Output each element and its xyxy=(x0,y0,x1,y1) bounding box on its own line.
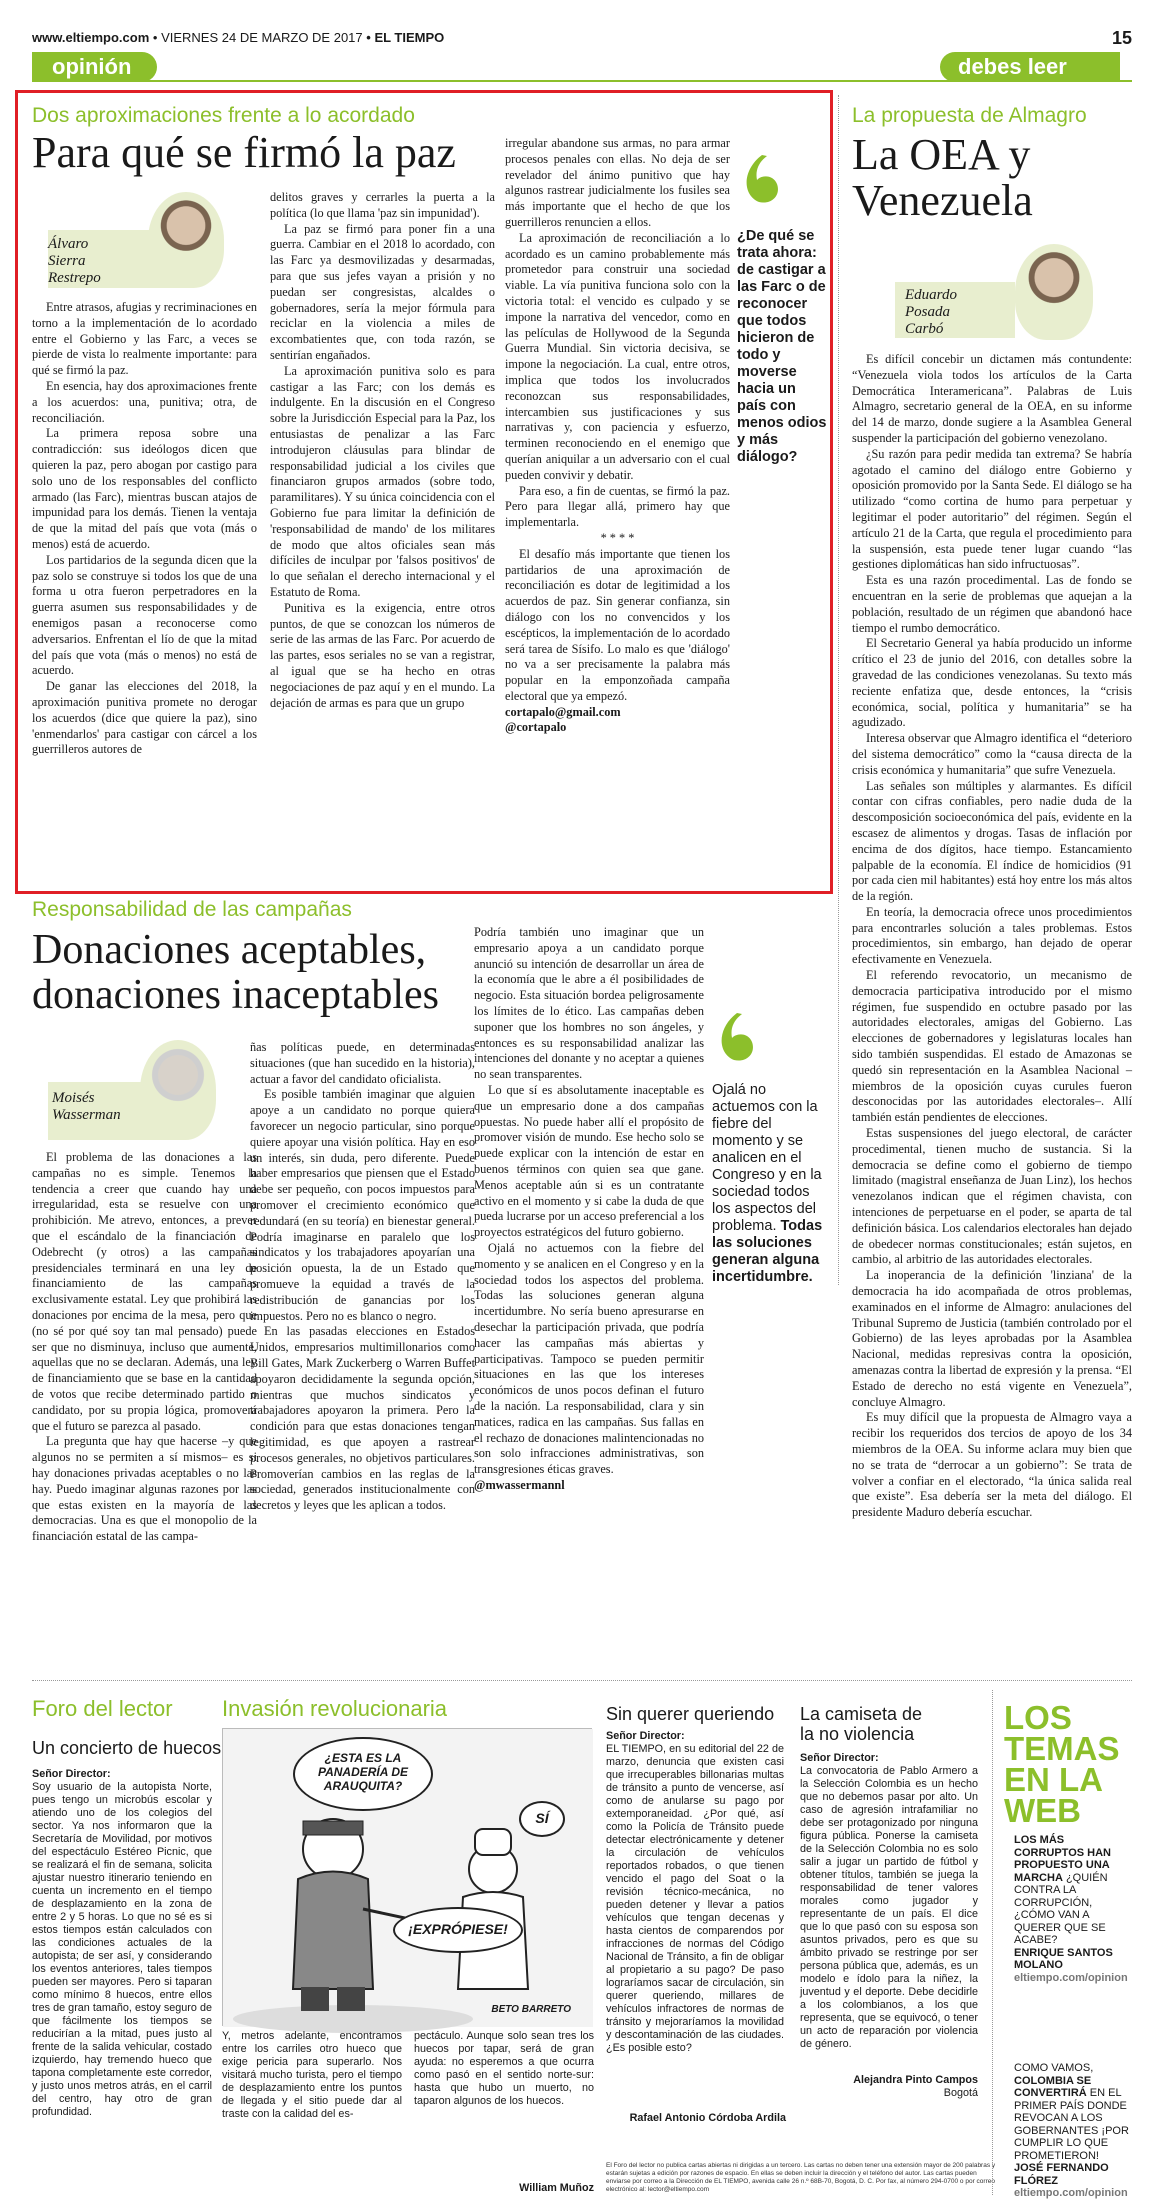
letter-text: EL TIEMPO, en su editorial del 22 de marzo, denuncia que existen casi que irrecuperables billonarias multas de tránsito a punto de vencerse, así como de anularse su pago por extemporaneidad. ¿Por qué, así como la Policía de Tránsito puede detectar electrónicamente y detener la circulación de vehículos reportados robados, o que tienen vencido el pago del Soat o la revisión técnico-mecánica, no pueden detener y llevar a patios vehículos que tengan decenas y hasta cientos de comparendos por infracciones de normas del Código Nacional de Tránsito, a fin de obligar al propietario a su pago? De paso lograríamos sacar de circulación, sin querer queriendo, millares de vehículos infractores de normas de tránsito y mejoraríamos la movilidad y descontaminación de las ciudades. ¿Es posible esto? xyxy=(606,1743,784,2054)
paragraph: La aproximación de reconciliación a lo acordado es un camino probablemente más prometedor para construir una sociedad viable. La vía punitiva funciona solo con la victoria total: el vencido es culpado y se impone la narrativa del vencedor, como en las películas de Hollywood de la Segunda Guerra Mundial. Sin victoria decisiva, se impone la negociación. La cual, entre otros, implica que todos los involucrados reconozcan sus responsabilidades, intercambien sus justificaciones y sus narrativas y, con paciencia y esfuerzo, terminen reconociendo en el enemigo que querían aniquilar a un adversario con el cual pueden convivir y debatir. xyxy=(505,230,730,482)
letter-title xyxy=(800,1704,980,1744)
paragraph: Podría también uno imaginar que un empresario apoya a un candidato porque anunció su intención de desarrollar un área de la economía que le abre a él posibilidades de negocio. Esta situación bordea peligrosamente los límites de lo ético. Las campañas deben suponer que los hombres no son ángeles, y entonces es su responsabilidad analizar las intenciones del donante y no aceptar a quienes no sean transparentes. xyxy=(474,925,704,1082)
paragraph: La pregunta que hay que hacerse –y que algunos no se permiten a sí mismos– es si hay donaciones privadas aceptables o no las hay. Puedo imaginar algunas razones por las que estas existen en la mayoría de las democracias. Una es que el monopolio de la financiación estatal de las campa- xyxy=(32,1434,257,1544)
paper-name: EL TIEMPO xyxy=(374,30,445,45)
speech-bubble: SÍ xyxy=(519,1801,565,1837)
temas-item-text: COMO VAMOS, xyxy=(1014,2062,1094,2074)
title-line: Donaciones aceptables, xyxy=(32,927,427,973)
paragraph: Lo que sí es absolutamente inaceptable es que un empresario done a dos campañas opuestas. No puede haber allí el propósito de promover visión de mundo. Ese hecho solo se puede explicar con la intención de estar en buenos términos con quien sea que gane. Menos aceptable aún si es un contratante activo en el momento y si cabe la duda de que pueda lucrarse por un acceso preferencial a los proyectos estratégicos del futuro gobierno. xyxy=(474,1082,704,1240)
paragraph: Las señales son múltiples y alarmantes. Es difícil contar con cifras confiables, pero nadie duda de la descomposición socioeconómica del país, evidente en la escasez de alimentos y drogas. Tasas de inflación por encima de dos dígitos, hace tiempo. Estancamiento palpable de la economía. El índice de homicidios (91 por cada cien mil habitantes) está hoy entre los más altos de la región. xyxy=(852,778,1133,904)
paragraph: delitos graves y cerrarles la puerta a la política (lo que llama 'paz sin impunidad'). xyxy=(270,190,495,220)
temas-item-link[interactable]: eltiempo.com/opinion xyxy=(1014,1971,1128,1984)
paragraph: Esta es una razón procedimental. Las de fondo se encuentran en la serie de problemas que aquejan a la población, resultado de un régimen que abandonó hace tiempo el rumbo democrático. xyxy=(852,573,1132,635)
temas-item-headline: LOS MÁS CORRUPTOS HAN PROPUESTO UNA MARCHA xyxy=(1014,1834,1111,1884)
temas-item-link[interactable]: eltiempo.com/opinion xyxy=(1014,2187,1128,2199)
author-photo xyxy=(1015,244,1093,340)
paragraph: En esencia, hay dos aproximaciones frente a los acuerdos: una, punitiva; otra, de reconciliación. xyxy=(32,378,257,425)
column-divider xyxy=(838,95,839,1285)
paragraph: La aproximación punitiva solo es para castigar a las Farc; con los demás es indulgente. En la discusión en el Congreso sobre la Jurisdicción Especial para la Paz, los entusiastas de penalizar a las Farc introdujeron cláusulas para blindar de responsabilidad judicial a los civiles que financiaron grupos armados (sobre todo, paramilitares). Y su única coincidencia con el Gobierno fue para limitar la definición de 'responsabilidad de mando' de los militares de modo que altos oficiales sean más difíciles de inculpar por 'falsos positivos' de lo que señalan el derecho internacional y el Estatuto de Roma. xyxy=(270,363,495,599)
column-divider xyxy=(992,1690,993,2195)
title-line: donaciones inaceptables xyxy=(32,972,439,1018)
article-column-2 xyxy=(270,190,495,890)
header-meta: www.eltiempo.com • VIERNES 24 DE MARZO DE 2017 • EL TIEMPO xyxy=(32,30,445,45)
letter-title: Un concierto de huecos xyxy=(32,1738,222,1758)
pull-quote-emphasis: Todas las soluciones generan alguna incertidumbre. xyxy=(712,1218,823,1285)
letter-salute: Señor Director: xyxy=(32,1768,111,1780)
letter-text: Soy usuario de la autopista Norte, pues tengo un microbús escolar y atiendo uno de los colegios del sector. Ya nos informaron que la Secretaría de Movilidad, por motivos del espectáculo Estéreo Picnic, que se realizará el fin de semana, solicita ajustar nuestro itinerario teniendo en cuenta un incremento en el tiempo de desplazamiento en la zona de entre 2 y 5 horas. Lo que no sé es si estos tiempos están calculados con las condiciones actuales de la autopista; de ser así, y considerando los eventos anteriores, tales tiempos pueden ser mayores. Pero si taparan como mínimo 8 huecos, entre ellos tres de gran tamaño, estoy seguro de que fácilmente los tiempos se reducirían a la mitad, pues justo al frente de la salida vehicular, costado izquierdo, hay tremendo hueco que tapona completamente este corredor, y justo unos metros atrás, en el carril del centro, hay otro de gran profundidad. xyxy=(32,1781,212,2118)
paragraph: La inoperancia de la definición 'linziana' de la democracia ha ido acompañada de otros problemas, examinados en el informe de Almagro: anulaciones del Tribunal Supremo de Justicia (también controlado por el Gobierno) de las leyes aprobadas por la Asamblea Nacional, medidas represivas contra la oposición, amenazas contra la libertad de expresión y la prensa. “El Estado de derecho no está vigente en Venezuela”, concluye Almagro. xyxy=(852,1268,1132,1409)
editorial-note: El Foro del lector no publica cartas abiertas ni dirigidas a un tercero. Las cartas no deben tener una extensión mayor de 200 palabras y estarán sujetas a edición por razones de espacio. En ellas se deben incluir la dirección y el teléfono del autor. Las cartas pueden enviarse por correo a la Dirección de EL TIEMPO, avenida calle 26 n.º 68B-70, Bogotá, D. C. Por fax, al número 294-0700 o por correo electrónico al: lector@eltiempo.com xyxy=(606,2162,996,2193)
speech-bubble: ¿ESTA ES LA PANADERÍA DE ARAUQUITA? xyxy=(293,1737,433,1811)
temas-item-text: EN EL PRIMER PAÍS DONDE REVOCAN A LOS GOBERNANTES ¡POR CUMPLIR LO QUE PROMETIERON! xyxy=(1014,2087,1129,2162)
paragraph: Entre atrasos, afugias y recriminaciones en torno a la implementación de lo acordado entre el Gobierno y las Farc, a veces se pierde de vista lo realmente importante: para qué se firmó la paz. xyxy=(32,300,258,378)
temas-item-author: JOSÉ FERNANDO FLÓREZ xyxy=(1014,2162,1109,2187)
paragraph: Para eso, a fin de cuentas, se firmó la paz. Pero para llegar allá, primero hay que implementarla. xyxy=(505,483,730,530)
temas-item-headline: COLOMBIA SE CONVERTIRÁ xyxy=(1014,2074,1092,2099)
title-line: TEMAS xyxy=(1004,1730,1120,1767)
paragraph: De ganar las elecciones del 2018, la aproximación punitiva promete no derogar los acuerdos (dice que quiere la paz), sino 'enmendarlos' para castigar con cárcel a los guerrilleros autores de xyxy=(32,679,257,757)
author-name: Moisés Wasserman xyxy=(52,1090,121,1123)
title-line: La camiseta de xyxy=(800,1704,923,1724)
letter-text: La convocatoria de Pablo Armero a la Selección Colombia es un hecho que no debemos pasar por alto. Un caso de agresión intrafamiliar no debe ser protagonizado por ninguna figura pública. Ponerse la camiseta de la Selección Colombia no es solo salir a jugar un partido de fútbol y obtener títulos, también se juega la responsabilidad de tener valores morales como jugador y representante de un país. El dice que lo que pasó con su esposa son asuntos privados, pero es que su ámbito privado se restringe por ser persona pública que, además, es un modelo e ídolo para la niñez, la juventud y el deporte. Debe decidirle a los colombianos, a los que representa, que se equivocó, o tener un acto de reparación por violencia de género. xyxy=(800,1765,978,2050)
author-photo xyxy=(140,1040,216,1140)
letter-body xyxy=(32,1768,212,2168)
section-label-right: debes leer xyxy=(958,54,1067,79)
letter-continuation: Y, metros adelante, encontramos entre los carriles otro hueco que exige pericia para superarlo. Nos visitará mucho turista, pero el tiempo de desplazamiento entre los puntos de llegada y el sitio puede dar al traste con la calidad del es- xyxy=(222,2030,402,2120)
article-column xyxy=(852,352,1133,1520)
title-line: la no violencia xyxy=(800,1724,915,1744)
signature-name: Alejandra Pinto Campos xyxy=(853,2074,978,2086)
title-line: LOS xyxy=(1004,1699,1072,1736)
temas-item-text: ¿QUIÉN CONTRA LA CORRUPCIÓN, ¿CÓMO VAN A QUERER QUE SE ACABE? xyxy=(1014,1871,1108,1946)
temas-item-author: ENRIQUE SANTOS MOLANO xyxy=(1014,1946,1113,1971)
cartoonist-signature: BETO BARRETO xyxy=(491,2004,571,2015)
letter-salute: Señor Director: xyxy=(606,1730,685,1742)
issue-date: VIERNES 24 DE MARZO DE 2017 xyxy=(161,30,363,45)
article-column-1 xyxy=(32,1150,257,1640)
letter-body xyxy=(606,1730,784,2170)
paragraph: El problema de las donaciones a las campañas no es simple. Tenemos la tendencia a creer que cuando hay una irregularidad, esta se resuelve con una prohibición. Me atrevo, entonces, a prever que el escándalo de la financiación de Odebrecht (y otros) a las campañas presidenciales terminará en una ley de financiamiento de las campañas exclusivamente estatal. Ley que prohibirá las donaciones por encima de la mesa, pero que (no sé por qué soy tan mal pensado) puede ser que no disminuya, incluso que aumente, aquellas que no se declaran. Además, una ley de financiamiento que se base en la cantidad de votos que recibe determinado partido o candidato, por su propia lógica, promoverá que el futuro se parezca al pasado. xyxy=(32,1150,257,1433)
section-kicker: Foro del lector xyxy=(32,1696,173,1721)
paragraph: El desafío más importante que tienen los partidarios de una aproximación de reconciliación es dotar de legitimidad a los acuerdos de paz. Sin generar confianza, sin diálogo con los no convencidos y los escépticos, la implementación de lo acordado será tarea de Sísifo. Lo malo es que 'diálogo' no va a ser precisamente la palabra más popular en la emponzoñada campaña electoral que ya empezó. xyxy=(505,546,730,703)
article-kicker: La propuesta de Almagro xyxy=(852,104,1087,127)
paragraph: Punitiva es la exigencia, entre otros puntos, de que se conozcan los números de serie de las armas de las Farc. Por acuerdo de las partes, esos seriales no se van a registrar, al igual que se ha hecho en otras negociaciones de paz aquí y en el mundo. La dejación de armas es para que un grupo xyxy=(270,600,495,710)
temas-title xyxy=(1004,1699,1134,1829)
paragraph: El referendo revocatorio, un mecanismo de democracia participativa introducido por el mismo régimen, fue suspendido en octubre pasado por las autoridades electorales, amigas del Gobierno. Las elecciones de gobernadores y legislaturas locales han sido también suspendidas. El estado de Amazonas se quedó sin representación en la Asamblea Nacional –miembros de la oposición cuyas curules fueron desconocidas por las autoridades electorales–. Allí también están pendientes de elecciones. xyxy=(852,968,1132,1125)
paragraph: La primera reposa sobre una contradicción: sus ideólogos dicen que quieren la paz, pero abogan por castigo para solo uno de los responsables del conflicto armado (las Farc), mientras buscan atajos de impunidad para los demás. Tienen la ventaja de que la mitad del país que vota (más o menos) está de acuerdo. xyxy=(32,426,257,551)
title-line: WEB xyxy=(1004,1792,1081,1829)
section-tab-opinion xyxy=(32,52,157,82)
paragraph: Ojalá no actuemos con la fiebre del momento y se analicen en el Congreso y en la sociedad todos los aspectos del problema. Todas las soluciones generan alguna incertidumbre. No sería bueno apresurarse en desechar la participación privada, que podría hacer las campañas más abiertas y participativas. Tampoco se pueden permitir situaciones en las que los intereses económicos de unos pocos definan el futuro de la nación. La responsabilidad, clara y sin matices, radica en las campañas. Sus fallas en el rechazo de donaciones malintencionadas no son solo infracciones administrativas, son transgresiones éticas graves. xyxy=(474,1240,704,1477)
cartoon-kicker: Invasión revolucionaria xyxy=(222,1696,448,1721)
article-title: Para qué se firmó la paz xyxy=(32,128,456,177)
letter-body xyxy=(800,1752,978,2112)
paragraph: Los partidarios de la segunda dicen que la paz solo se construye si todos los que de una forma u otra fueron perpetradores en la guerra asumen sus responsabilidades y de enemigos pasan a reconocerse como adversarios. Enfrentan el lío de que la mitad del país que vota (más o menos) no está de acuerdo. xyxy=(32,552,257,678)
letter-continuation: pectáculo. Aunque solo sean tres los huecos por tapar, será de gran ayuda: no esperemos a que ocurra como pasó en el sentido norte-sur: hasta que hubo un muerto, no taparon algunos de los huecos. xyxy=(414,2030,594,2107)
pull-quote-text: Ojalá no actuemos con la fiebre del momento y se analicen en el Congreso y en la sociedad todos los aspectos del problema. xyxy=(712,1082,822,1234)
page-header xyxy=(32,30,1132,50)
cartoon-illustration xyxy=(222,1728,592,2026)
author-name: Álvaro Sierra Restrepo xyxy=(48,236,101,286)
bottom-divider xyxy=(32,1680,1132,1681)
author-photo xyxy=(148,192,224,288)
pull-quote xyxy=(737,228,827,508)
page-number: 15 xyxy=(1111,28,1132,48)
separator: * * * * xyxy=(600,530,635,545)
letter-title: Sin querer queriendo xyxy=(606,1704,775,1724)
article-column-3 xyxy=(474,925,704,1640)
letter-signature: Rafael Antonio Córdoba Ardila xyxy=(629,2112,786,2124)
quote-icon xyxy=(712,1008,762,1068)
paragraph: irregular abandone sus armas, no para armar procesos penales con ellas. No deja de ser revelador del ánimo punitivo que hay algunos rastrear judicialmente los fusiles sea más importante que el hecho de que los guerrilleros renuncien a ellos. xyxy=(505,136,730,229)
paragraph: Es difícil concebir un dictamen más contundente: “Venezuela viola todos los artículos de la Carta Democrática Interamericana”. Palabras de Luis Almagro, secretario general de la OEA, en su informe del 14 de marzo, donde sugiere a la Asamblea General suspender la participación del gobierno venezolano. xyxy=(852,352,1132,445)
paragraph: ¿Su razón para pedir medida tan extrema? Se habría agotado el camino del diálogo entre Gobierno y oposición promovido por la Santa Sede. El diálogo se ha utilizado “como cortina de humo para perpetuar y legitimar el poder autoritario” del régimen. Según el artículo 21 de la Carta, que regula el procedimiento para la suspensión, esta puede tener lugar cuando “las gestiones diplomáticas han sido infructuosas”. xyxy=(852,446,1132,572)
article-title: La OEA y Venezuela xyxy=(852,130,1033,225)
author-name: Eduardo Posada Carbó xyxy=(905,287,957,337)
article-kicker: Dos aproximaciones frente a lo acordado xyxy=(32,104,415,127)
letter-signature xyxy=(800,2074,978,2100)
author-handle[interactable]: @mwassermannl xyxy=(474,1477,565,1492)
pull-quote xyxy=(712,1082,827,1362)
article-column-3 xyxy=(505,136,730,891)
pull-quote-text: ¿De qué se trata ahora: de castigar a las Farc o de reconocer que todos hicieron de todo y moverse hacia un país con menos odios y más diálogo? xyxy=(737,228,827,465)
quote-icon xyxy=(737,150,787,210)
letter-signature: William Muñoz xyxy=(519,2182,594,2194)
paragraph: Es muy difícil que la propuesta de Almagro vaya a recibir los requeridos dos tercios de apoyo de los 34 miembros de la OEA. Su informe aclara muy bien que no se trata de “derrocar a un gobierno”: Se trata de volver a confiar en el electorado, “la única salida real que existe”. Esa debería ser la meta del diálogo. El presidente Maduro debería escuchar. xyxy=(852,1410,1132,1520)
paragraph: En las pasadas elecciones en Estados Unidos, empresarios multimillonarios como Bill Gates, Mark Zuckerberg o Warren Buffet apoyaron decididamente la segunda opción, mientras que muchos sindicatos y trabajadores apoyaron la primera. Pero la condición para que estas donaciones tengan legitimidad, es que apoyen a rastrear procesos generales, no objetivos particulares. Promoverían cambios en las reglas de la sociedad, generados institucionalmente con decretos y leyes que les aplican a todos. xyxy=(250,1324,475,1513)
paragraph: El Secretario General ya había producido un informe crítico el 23 de junio del 2016, con detalles sobre la gravedad de las condiciones venezolanas. Su texto más reciente enfatiza que, desde entonces, la “crisis económica, social, política y humanitaria” se ha agudizado. xyxy=(852,636,1132,730)
article-column-1 xyxy=(32,300,257,890)
letter-salute: Señor Director: xyxy=(800,1752,879,1764)
title-line: EN LA xyxy=(1004,1761,1103,1798)
paragraph: Estas suspensiones del juego electoral, de carácter procedimental, tienen mucho de sustancia. Si la democracia se define como el gobierno de tiempo limitado (magistral enseñanza de Juan Linz), los hechos venezolanos indican que el régimen chavista, con intenciones de perpetuarse en el poder, se aparta de tal definición básica. Los calendarios electorales han dejado de obedecer normas constitucionales; están sujetos, en cambio, al arbitrio de las autoridades electorales. xyxy=(852,1126,1132,1267)
paragraph: Es posible también imaginar que alguien apoye a un candidato no porque quiera favorecer un negocio particular, sino porque quiere apoyar una visión política. Hay en eso un interés, sin duda, pero diferente. Puede haber empresarios que piensen que el Estado debe ser pequeño, con pocos impuestos para promover el crecimiento económico que redundará (en su teoría) en bienestar general. Podría imaginarse en paralelo que los sindicatos y los trabajadores apoyarían una posición opuesta, la de un Estado que promueve la equidad a través de la redistribución de ganancias por los impuestos. Pero no es blanco o negro. xyxy=(250,1087,475,1323)
temas-item-1[interactable] xyxy=(1014,1834,1132,1984)
signature-city: Bogotá xyxy=(943,2087,978,2099)
speech-bubble: ¡EXPRÓPIESE! xyxy=(393,1907,523,1953)
author-handle[interactable]: @cortapalo xyxy=(505,720,567,735)
site-url[interactable]: www.eltiempo.com xyxy=(32,30,150,45)
author-email[interactable]: cortapalo@gmail.com xyxy=(505,704,621,719)
temas-item-2[interactable] xyxy=(1014,2062,1132,2200)
section-tab-debes-leer xyxy=(940,52,1120,82)
paragraph: En teoría, la democracia ofrece unos procedimientos para encontrarles solución a tales problemas. Estos procedimientos, sin embargo, han dejado de operar efectivamente en Venezuela. xyxy=(852,904,1132,967)
article-kicker: Responsabilidad de las campañas xyxy=(32,898,352,921)
paragraph: ñas políticas puede, en determinadas situaciones (que han sucedido en la historia), actuar a favor del candidato oficialista. xyxy=(250,1040,475,1086)
article-column-2 xyxy=(250,1040,475,1640)
paragraph: Interesa observar que Almagro identifica el “deterioro del sistema democrático” como la “causa directa de la crisis económica y humanitaria” que sufre Venezuela. xyxy=(852,731,1132,777)
section-label: opinión xyxy=(52,54,132,79)
paragraph: La paz se firmó para poner fin a una guerra. Cambiar en el 2018 lo acordado, con las Farc ya desmovilizadas y desarmadas, para que sus jefes vayan a prisión y no puedan ser congresistas, alcaldes o gobernadores, sería la mejor fórmula para reciclar en la violencia a miles de excombatientes que, con toda razón, se sentirían engañados. xyxy=(270,221,495,362)
article-title xyxy=(32,928,492,1018)
